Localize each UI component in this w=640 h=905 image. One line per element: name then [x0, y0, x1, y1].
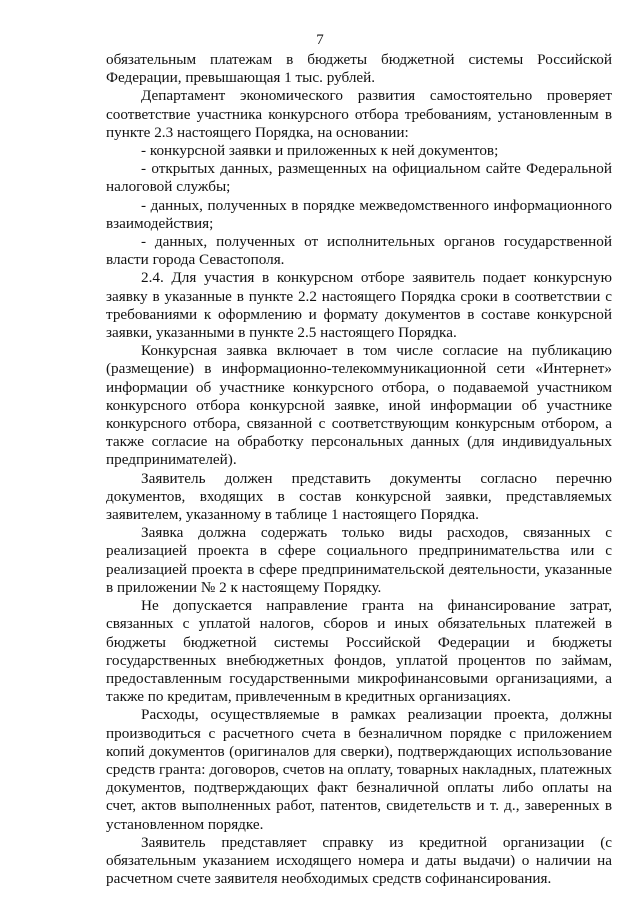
paragraph-section-2-4: 2.4. Для участия в конкурсном отборе заявитель подает конкурсную заявку в указанные в пункте 2.2 настоящего Порядка сроки в соответствии с требованиями к оформлению и формату документов в составе конкурсной заявки, указанными в пункте 2.5 настоящего Порядка.: [106, 269, 612, 342]
page-number: 7: [316, 32, 324, 48]
paragraph-publication-consent: Конкурсная заявка включает в том числе согласие на публикацию (размещение) в информационно-телекоммуникационной сети «Интернет» информации об участнике конкурсного отбора, о подаваемой участником конкурсного отбора конкурсной заявке, иной информации об участнике конкурсного отбора, связанной с соответствующим конкурсным отбором, а также согласие на обработку персональных данных (для индивидуальных предпринимателей).: [106, 342, 612, 469]
paragraph-bank-certificate: Заявитель представляет справку из кредитной организации (с обязательным указанием исходящего номера и даты выдачи) о наличии на расчетном счете заявителя необходимых средств софинансирования.: [106, 833, 612, 888]
paragraph-project-expenses: Расходы, осуществляемые в рамках реализации проекта, должны производиться с расчетного счета в безналичном порядке с приложением копий документов (оригиналов для сверки), подтверждающих использование средств гранта: договоров, счетов на оплату, товарных накладных, платежных документов, подтверждающих факт безналичной оплаты либо оплаты на счет, актов выполненных работ, патентов, свидетельств и т. д., заверенных в установленном порядке.: [106, 706, 612, 833]
paragraph-verification-basis: Департамент экономического развития самостоятельно проверяет соответствие участника конкурсного отбора требованиям, установленным в пункте 2.3 настоящего Порядка, на основании:: [106, 87, 612, 141]
document-body: [106, 51, 612, 888]
list-item-executive-bodies-data: - данных, полученных от исполнительных органов государственной власти города Севастополя.: [106, 233, 612, 269]
list-item-tax-service-data: - открытых данных, размещенных на официальном сайте Федеральной налоговой службы;: [106, 160, 612, 196]
paragraph-continuation: обязательным платежам в бюджеты бюджетной системы Российской Федерации, превышающая 1 тыс. рублей.: [106, 51, 612, 87]
paragraph-expense-types: Заявка должна содержать только виды расходов, связанных с реализацией проекта в сфере социального предпринимательства или с реализацией проекта в сфере предпринимательской деятельности, указанные в приложении № 2 к настоящему Порядку.: [106, 524, 612, 596]
list-item-interagency-data: - данных, полученных в порядке межведомственного информационного взаимодействия;: [106, 196, 612, 232]
paragraph-prohibited-expenses: Не допускается направление гранта на финансирование затрат, связанных с уплатой налогов, сборов и иных обязательных платежей в бюджеты бюджетной системы Российской Федерации и бюджеты государственных внебюджетных фондов, уплатой процентов по займам, предоставленным государственными микрофинансовыми организациями, а также по кредитам, привлеченным в кредитных организациях.: [106, 597, 612, 706]
list-item-application-documents: - конкурсной заявки и приложенных к ней документов;: [141, 142, 499, 160]
paragraph-applicant-documents: Заявитель должен представить документы согласно перечню документов, входящих в состав конкурсной заявки, представляемых заявителем, указанному в таблице 1 настоящего Порядка.: [106, 469, 612, 524]
